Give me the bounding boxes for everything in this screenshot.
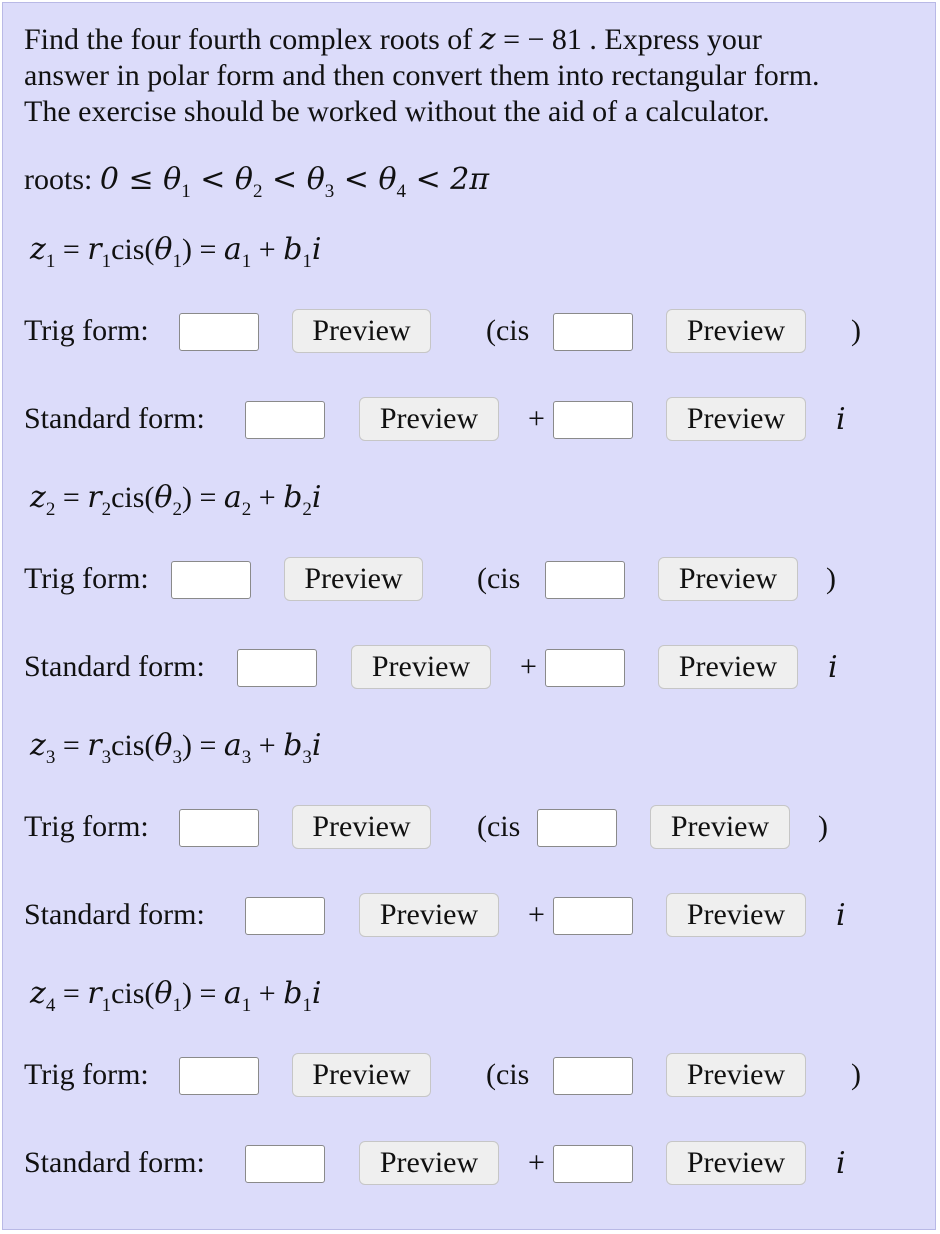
root-equation-1: $z_1 = r_1cis(\theta_1) = a_1 + b_1i$ [30, 232, 322, 272]
roots-expr: < θ [262, 162, 325, 197]
root2-imag-input[interactable] [545, 649, 625, 687]
plus-sign: + [528, 898, 545, 931]
cis-open-label: (cis [486, 314, 530, 347]
root2-angle-preview-button[interactable]: Preview [658, 557, 798, 601]
roots-expr: < 2π [406, 162, 490, 197]
cis-open-label: (cis [477, 810, 521, 843]
root-equation-2: $z_2 = r_2cis(\theta_2) = a_2 + b_2i$ [30, 480, 322, 520]
problem-text-end: . Express your [581, 23, 762, 56]
roots-expr: 0 ≤ θ [99, 162, 182, 197]
close-paren: ) [851, 314, 861, 347]
root1-real-preview-button[interactable]: Preview [359, 397, 499, 441]
roots-expr: < θ [190, 162, 253, 197]
root2-real-preview-button[interactable]: Preview [351, 645, 491, 689]
trig-form-label: Trig form: [24, 810, 149, 843]
standard-form-label: Standard form: [24, 650, 205, 683]
root3-real-preview-button[interactable]: Preview [359, 893, 499, 937]
roots-sub: 1 [181, 181, 191, 202]
eq-sub: 2 [241, 499, 252, 520]
root1-imag-input[interactable] [553, 401, 633, 439]
root3-imag-preview-button[interactable]: Preview [666, 893, 806, 937]
root3-modulus-input[interactable] [179, 809, 259, 847]
root4-angle-preview-button[interactable]: Preview [666, 1053, 806, 1097]
roots-ordering [24, 162, 490, 202]
imaginary-unit: i [828, 650, 838, 685]
imaginary-unit: i [836, 1146, 846, 1181]
eq-sub: 2 [101, 499, 112, 520]
root-equation-4: $z_4 = r_1cis(\theta_1) = a_1 + b_1i$ [30, 976, 322, 1016]
problem-value: − 81 [527, 23, 582, 56]
root4-imag-input[interactable] [553, 1145, 633, 1183]
root4-real-input[interactable] [245, 1145, 325, 1183]
eq-sub: 2 [45, 499, 56, 520]
cis-open-label: (cis [477, 562, 521, 595]
root4-angle-input[interactable] [553, 1057, 633, 1095]
root2-modulus-input[interactable] [171, 561, 251, 599]
root1-real-input[interactable] [245, 401, 325, 439]
standard-form-label: Standard form: [24, 1146, 205, 1179]
root2-imag-preview-button[interactable]: Preview [658, 645, 798, 689]
close-paren: ) [851, 1058, 861, 1091]
root3-modulus-preview-button[interactable]: Preview [292, 805, 431, 849]
problem-text: Find the four fourth complex roots of [24, 23, 480, 56]
standard-form-label: Standard form: [24, 898, 205, 931]
trig-form-label: Trig form: [24, 562, 149, 595]
plus-sign: + [520, 650, 537, 683]
root2-angle-input[interactable] [545, 561, 625, 599]
eq-sub: 1 [241, 251, 252, 272]
root-equation-3: $z_3 = r_3cis(\theta_3) = a_3 + b_3i$ [30, 728, 322, 768]
problem-variable: z [479, 22, 496, 57]
eq-sub: 3 [241, 747, 252, 768]
eq-sub: 3 [101, 747, 112, 768]
root4-modulus-preview-button[interactable]: Preview [292, 1053, 431, 1097]
eq-sub: 1 [302, 251, 312, 272]
root1-angle-preview-button[interactable]: Preview [666, 309, 806, 353]
eq-sub: 1 [241, 995, 252, 1016]
root4-real-preview-button[interactable]: Preview [359, 1141, 499, 1185]
standard-form-label: Standard form: [24, 402, 205, 435]
problem-statement [24, 22, 904, 130]
roots-sub: 3 [324, 181, 335, 202]
eq-sub: 3 [45, 747, 56, 768]
imaginary-unit: i [836, 402, 846, 437]
roots-sub: 2 [252, 181, 263, 202]
problem-line-2: answer in polar form and then convert them into rectangular form. [24, 59, 820, 92]
close-paren: ) [818, 810, 828, 843]
roots-sub: 4 [396, 181, 407, 202]
eq-sub: 1 [101, 995, 112, 1016]
root1-modulus-preview-button[interactable]: Preview [292, 309, 431, 353]
root3-angle-preview-button[interactable]: Preview [650, 805, 790, 849]
roots-expr: < θ [334, 162, 397, 197]
eq-sub: 1 [101, 251, 112, 272]
cis-open-label: (cis [486, 1058, 530, 1091]
eq-sub: 1 [302, 995, 312, 1016]
eq-sub: 2 [172, 499, 182, 520]
root4-modulus-input[interactable] [179, 1057, 259, 1095]
root3-imag-input[interactable] [553, 897, 633, 935]
eq-sub: 1 [172, 995, 182, 1016]
root1-modulus-input[interactable] [179, 313, 259, 351]
close-paren: ) [826, 562, 836, 595]
trig-form-label: Trig form: [24, 314, 149, 347]
eq-sub: 3 [302, 747, 312, 768]
imaginary-unit: i [836, 898, 846, 933]
problem-line-3: The exercise should be worked without the aid of a calculator. [24, 95, 770, 128]
problem-line-1 [24, 22, 904, 58]
trig-form-label: Trig form: [24, 1058, 149, 1091]
eq-sub: 3 [172, 747, 182, 768]
root4-imag-preview-button[interactable]: Preview [666, 1141, 806, 1185]
plus-sign: + [528, 402, 545, 435]
roots-label: roots: [24, 163, 100, 196]
plus-sign: + [528, 1146, 545, 1179]
root1-imag-preview-button[interactable]: Preview [666, 397, 806, 441]
root1-angle-input[interactable] [553, 313, 633, 351]
eq-sub: 4 [45, 995, 56, 1016]
problem-equals: = [495, 23, 528, 56]
root3-angle-input[interactable] [537, 809, 617, 847]
root2-modulus-preview-button[interactable]: Preview [284, 557, 423, 601]
eq-sub: 1 [45, 251, 56, 272]
eq-sub: 1 [172, 251, 182, 272]
eq-sub: 2 [302, 499, 312, 520]
root3-real-input[interactable] [245, 897, 325, 935]
root2-real-input[interactable] [237, 649, 317, 687]
